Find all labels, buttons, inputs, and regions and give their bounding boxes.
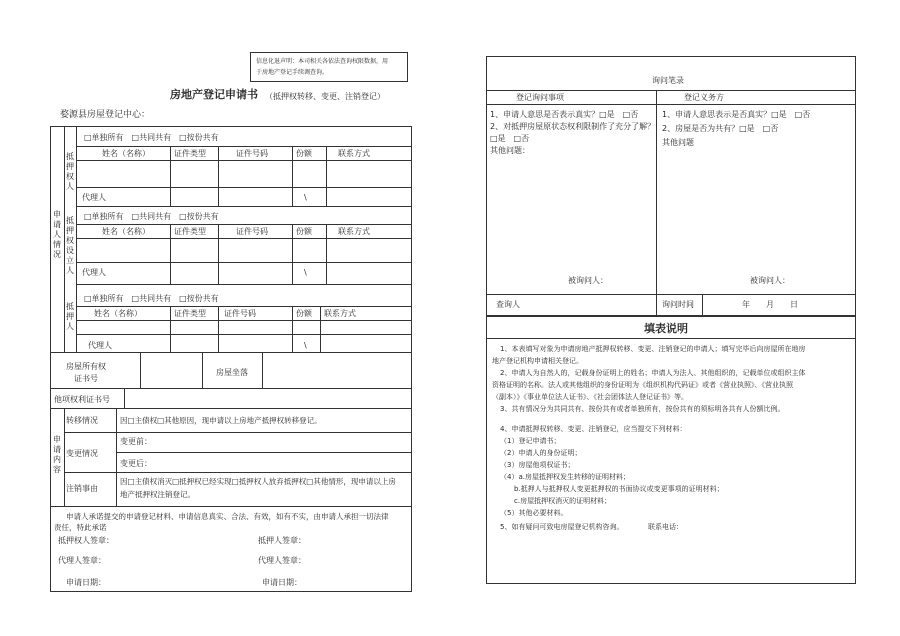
q-right-3: 其他问题	[662, 138, 694, 147]
mortgagor2-ownership: □单独所有 □共同共有 □按份共有	[84, 294, 219, 303]
interviewee-right: 被询问人：	[750, 276, 790, 285]
cert-no-label-1: 房屋所有权	[66, 362, 106, 371]
transfer-label: 转移情况	[66, 416, 98, 425]
mortgagor-signature: 抵押人签章：	[258, 536, 306, 545]
notes-title: 填表说明	[644, 322, 688, 335]
note-line-14: c.房屋抵押权消灭的证明材料；	[500, 497, 612, 505]
mortgagor-slash: \	[304, 268, 307, 277]
left-form-page	[40, 40, 420, 600]
q-right-1: 1、申请人意思表示是否真实？□是 □否	[662, 110, 811, 119]
q-left-4: 其他问题：	[490, 146, 530, 155]
agent-signature-1: 代理人签章：	[58, 556, 106, 565]
interviewee-left: 被询问人：	[568, 276, 608, 285]
mortgagee-col-contact: 联系方式	[338, 149, 370, 158]
section-content-label: 申请内容	[53, 435, 61, 474]
mortgagor-ownership: □单独所有 □共同共有 □按份共有	[84, 212, 219, 221]
note-line-15: （5）其他必要材料。	[500, 509, 568, 517]
mortgagor-col-idno: 证件号码	[236, 227, 268, 236]
note-line-9: （1）登记申请书；	[500, 437, 561, 445]
cancel-line-2: 地产抵押权注销登记。	[120, 490, 195, 499]
mortgagor-col-share: 份额	[296, 227, 312, 236]
house-location-label: 房屋坐落	[216, 368, 248, 377]
note-line-12: （4）a.房屋抵押权发生转移的证明材料；	[500, 473, 630, 481]
apply-date-1: 申请日期：	[66, 578, 106, 587]
change-label: 变更情况	[66, 449, 98, 458]
mortgagee-signature: 抵押权人签章：	[58, 536, 114, 545]
mortgagee-agent: 代理人	[82, 193, 106, 202]
q-left-2: 2、对抵押房屋原状态权利限制作了充分了解？	[490, 122, 656, 131]
mortgagor2-slash: \	[304, 341, 307, 350]
form-title: 房地产登记申请书	[170, 88, 258, 101]
apply-date-2: 申请日期：	[262, 578, 302, 587]
mortgagor-agent: 代理人	[82, 268, 106, 277]
mortgagor-label: 抵押权设立人	[66, 216, 74, 275]
mortgagee-label: 抵押权人	[66, 152, 74, 191]
mortgagee-col-share: 份额	[296, 149, 312, 158]
registrant-label: 登记义务方	[684, 93, 724, 102]
note-line-5: （副本）》《事业单位法人证书》、《社会团体法人登记证书》等。	[492, 393, 688, 401]
mortgagor2-label: 抵押人	[66, 302, 74, 331]
mortgagor2-col-contact: 联系方式	[324, 309, 356, 318]
promise-line-1: 申请人承诺提交的申请登记材料、申请信息真实、合法、有效，如有不实，由申请人承担一切法律	[66, 512, 389, 521]
mortgagee-col-name: 姓名（名称）	[102, 149, 150, 158]
promise-line-2: 责任，特此承诺	[54, 523, 107, 532]
mortgagee-col-idno: 证件号码	[236, 149, 268, 158]
right-form-page	[480, 40, 865, 600]
note-line-1: 1、本表填写对象为申请房地产抵押权转移、变更、注销登记的申请人；填写完毕后向房屋所在地房	[500, 345, 806, 353]
inquiry-title: 询问笔录	[652, 76, 684, 85]
note-line-8: 4、申请抵押权转移、变更、注销登记，应当提交下列材料：	[500, 425, 687, 433]
note-line-13: b.抵押人与抵押权人变更抵押权的书面协议或变更事项的证明材料；	[500, 485, 724, 493]
time-label: 询问时间	[662, 300, 694, 309]
mortgagee-col-idtype: 证件类型	[174, 149, 206, 158]
interviewer-label: 查询人	[496, 300, 520, 309]
cancel-line-1: 因□主债权消灭□抵押权已经实现□抵押权人放弃抵押权□其他情形，现申请以上房	[120, 477, 396, 486]
note-line-2: 地产登记机构申请相关登记。	[492, 357, 583, 365]
change-before: 变更前：	[120, 437, 152, 446]
cancel-label: 注销事由	[66, 484, 98, 493]
time-value: 年 月 日	[742, 300, 798, 309]
section-applicant-label: 申请人情况	[53, 210, 61, 259]
note-line-3: 2、申请人为自然人的，记载身份证明上的姓名；申请人为法人、其他组织的，记载单位或组织主体	[500, 369, 806, 377]
mortgagor2-agent: 代理人	[88, 341, 112, 350]
mortgagor2-col-idtype: 证件类型	[174, 309, 206, 318]
q-left-1: 1、申请人意思是否表示真实？□是 □否	[490, 110, 639, 119]
note-line-6: 3、共有情况分为共同共有、按份共有或者单独所有，按份共有的须标明各共有人份额比例。	[500, 405, 785, 413]
q-left-3: □是 □否	[490, 134, 530, 143]
notice-line-2: 于房地产登记手续调查询。	[256, 69, 329, 76]
mortgagor-col-name: 姓名（名称）	[102, 227, 150, 236]
addressee: 婺源县房屋登记中心：	[60, 110, 151, 120]
mortgage-cert-label: 他项权利证书号	[54, 395, 110, 404]
mortgagor-col-contact: 联系方式	[338, 227, 370, 236]
mortgagor2-col-share: 份额	[296, 309, 312, 318]
note-line-16: 5、如有疑问可致电房屋登记机构咨询。 联系电话：	[500, 523, 683, 531]
note-line-11: （3）房屋他项权证书；	[500, 461, 575, 469]
form-subtitle: （抵押权转移、变更、注销登记）	[265, 92, 385, 101]
note-line-10: （2）申请人的身份证明；	[500, 449, 582, 457]
agent-signature-2: 代理人签章：	[258, 556, 306, 565]
change-after: 变更后：	[120, 459, 152, 468]
inquiry-items-label: 登记询问事项	[516, 93, 564, 102]
mortgagor-col-idtype: 证件类型	[174, 227, 206, 236]
note-line-4: 资格证明的名称。法人或其他组织的身份证明为《组织机构代码证》或者《营业执照》、《营业执照	[492, 381, 793, 389]
mortgagor2-col-name: 姓名（名称）	[94, 309, 142, 318]
mortgagor2-col-idno: 证件号码	[224, 309, 256, 318]
cert-no-label-2: 证书号	[74, 374, 98, 383]
transfer-text: 因□主债权□其他原因，现申请以上房地产抵押权转移登记。	[120, 416, 322, 425]
q-right-2: 2、房屋是否为共有？□是 □否	[662, 124, 779, 133]
notice-line-1: 信息化退声明：本司相关各依法查询权限数据，用	[256, 58, 389, 65]
mortgagee-slash: \	[304, 193, 307, 202]
mortgagee-ownership: □单独所有 □共同共有 □按份共有	[84, 133, 219, 142]
